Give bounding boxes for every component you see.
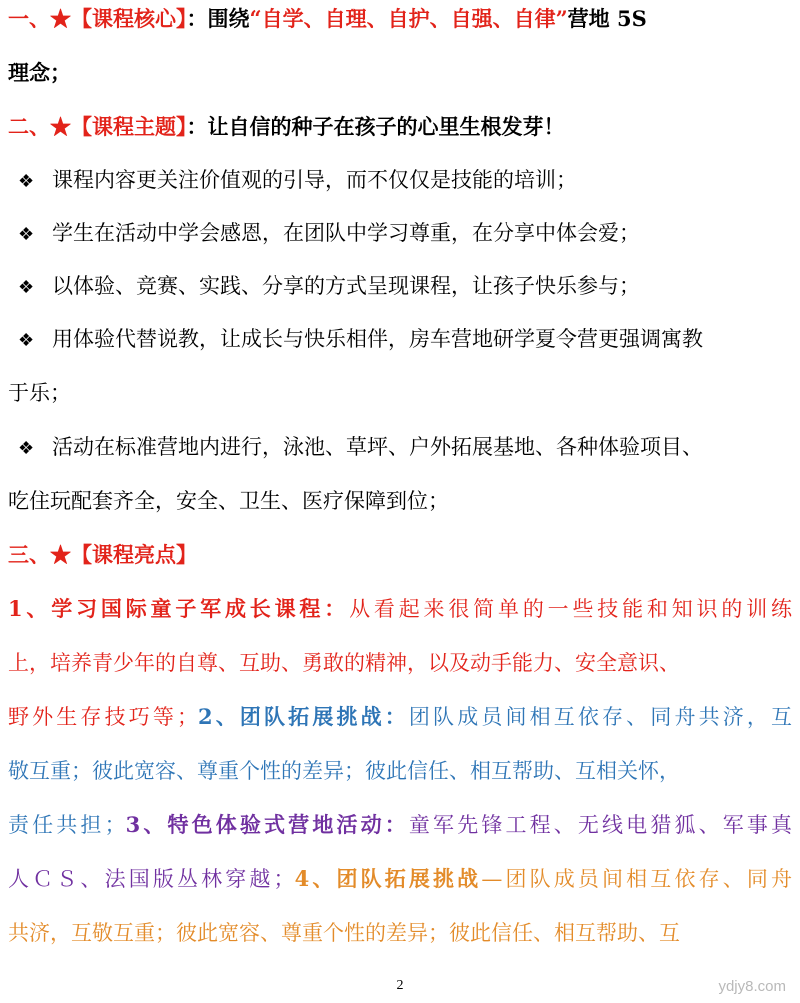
section-1-line-1: 一、★【课程核心】：围绕“自学、自理、自护、自强、自律”营地 5S xyxy=(8,6,647,31)
section-2-heading-line xyxy=(8,112,792,142)
section-1-quote: “自学、自理、自护、自强、自律” xyxy=(249,6,568,31)
diamond-bullet-icon: ❖ xyxy=(18,224,35,245)
bullet-item-continuation: 吃住玩配套齐全，安全、卫生、医疗保障到位； xyxy=(8,489,449,513)
highlights-line-6: 人ＣＳ、法国版丛林穿越；4、团队拓展挑战—团队成员间相互依存、同舟 xyxy=(8,866,792,891)
section-2-heading: 二、★【课程主题】 xyxy=(8,114,187,139)
diamond-bullet-icon: ❖ xyxy=(18,171,35,192)
highlight-1-title: 1、学习国际童子军成长课程 xyxy=(8,596,325,621)
diamond-bullet-icon: ❖ xyxy=(18,330,35,351)
section-1-heading: 一、★【课程核心】 xyxy=(8,6,187,31)
highlights-line-3: 野外生存技巧等；2、团队拓展挑战：团队成员间相互依存、同舟共济，互 xyxy=(8,704,792,729)
section-1-line-2: 理念； xyxy=(8,60,71,85)
highlight-2-title: 2、团队拓展挑战 xyxy=(198,704,385,729)
section-3-heading: 三、★【课程亮点】 xyxy=(8,542,197,567)
section-2-text: ：让自信的种子在孩子的心里生根发芽！ xyxy=(186,114,565,139)
section-3-heading-line xyxy=(8,540,792,570)
diamond-bullet-icon: ❖ xyxy=(18,438,35,459)
bullet-item: ❖ 学生在活动中学会感恩，在团队中学习尊重，在分享中体会爱； xyxy=(8,218,792,250)
highlights-line-5: 责任共担；3、特色体验式营地活动：童军先锋工程、无线电猎狐、军事真 xyxy=(8,812,792,837)
bullet-item: ❖ 以体验、竞赛、实践、分享的方式呈现课程，让孩子快乐参与； xyxy=(8,271,792,303)
highlight-3-title: 3、特色体验式营地活动 xyxy=(125,812,385,837)
bullet-item-continuation: 于乐； xyxy=(8,381,71,405)
highlights-line-4: 敬互重；彼此宽容、尊重个性的差异；彼此信任、相互帮助、互相关怀， xyxy=(8,759,680,783)
highlights-line-1: 1、学习国际童子军成长课程：从看起来很简单的一些技能和知识的训练 xyxy=(8,596,792,621)
page-number: 2 xyxy=(396,978,404,993)
highlights-line-7: 共济，互敬互重；彼此宽容、尊重个性的差异；彼此信任、相互帮助、互 xyxy=(8,921,680,945)
bullet-item: ❖ 用体验代替说教，让成长与快乐相伴，房车营地研学夏令营更强调寓教 xyxy=(8,324,792,356)
highlight-4-title: 4、团队拓展挑战 xyxy=(294,866,482,891)
section-1-text: 围绕 xyxy=(207,6,250,31)
bullet-item: ❖ 活动在标准营地内进行，泳池、草坪、户外拓展基地、各种体验项目、 xyxy=(8,432,792,464)
highlights-line-2: 上，培养青少年的自尊、互助、勇敢的精神，以及动手能力、安全意识、 xyxy=(8,651,680,675)
diamond-bullet-icon: ❖ xyxy=(18,277,35,298)
bullet-item: ❖ 课程内容更关注价值观的引导，而不仅仅是技能的培训； xyxy=(8,165,792,197)
watermark: ydjy8.com xyxy=(718,978,786,995)
